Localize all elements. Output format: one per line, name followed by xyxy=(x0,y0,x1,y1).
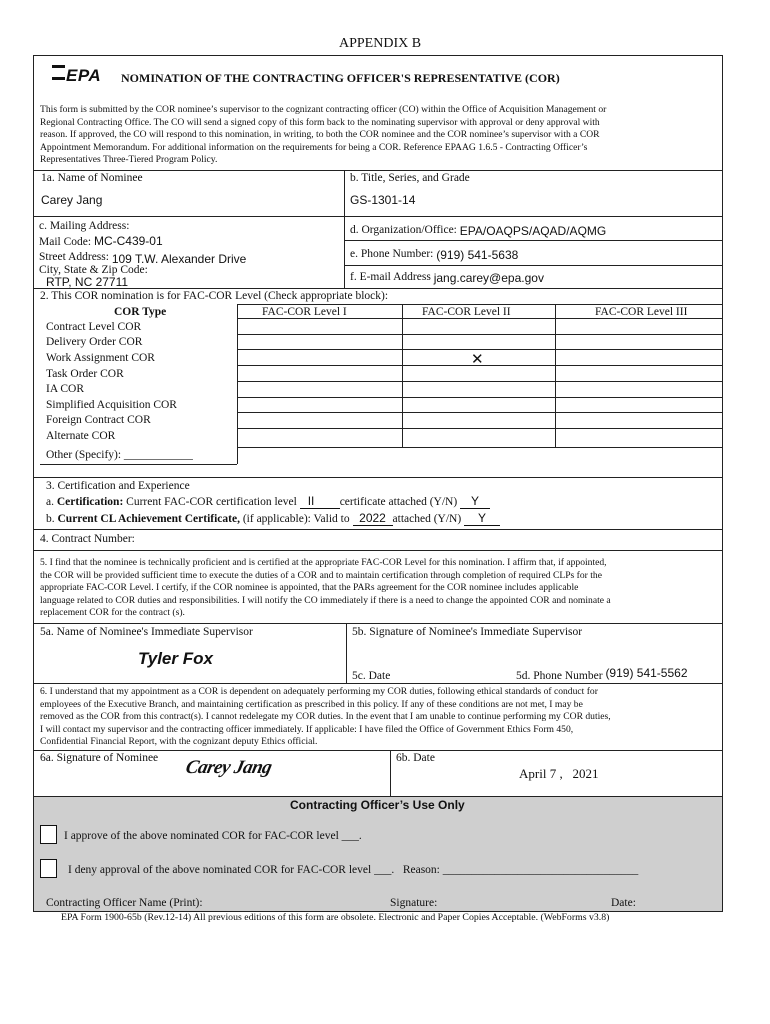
rule xyxy=(33,216,723,217)
cl-valid-field[interactable] xyxy=(353,511,393,526)
rule xyxy=(33,477,723,478)
nominee-date-field[interactable]: April 7 , 2021 xyxy=(519,766,599,781)
other-specify-field[interactable]: Other (Specify): ____________ xyxy=(46,449,193,461)
cl-attached-field[interactable] xyxy=(464,511,500,526)
section6-line: Confidential Financial Report, with the cognizant deputy Ethics official. xyxy=(40,736,318,748)
cert-text: Current FAC-COR certification level xyxy=(126,496,297,508)
rule xyxy=(402,304,403,447)
rule xyxy=(237,447,723,448)
cl-text: (if applicable): xyxy=(242,513,311,525)
rule xyxy=(33,623,723,624)
deny-label: I deny approval of the above nominated COR for FAC-COR level ___. Reason: __________________________________ xyxy=(68,864,639,876)
rule xyxy=(237,412,723,413)
frame-left xyxy=(33,55,34,912)
nominee-signature[interactable]: Carey Jang xyxy=(183,757,274,778)
phone-field[interactable]: (919) 541-5638 xyxy=(436,248,519,262)
contract-number-label: 4. Contract Number: xyxy=(40,533,135,545)
intro-line: Appointment Memorandum. For additional information on the requirements for being a COR. Reference EPAAG 1.6.5 - Contracting Officer’s xyxy=(40,141,588,153)
org-field[interactable]: EPA/OAQPS/AQAD/AQMG xyxy=(459,224,607,238)
street-label: Street Address: xyxy=(39,251,109,263)
rule xyxy=(555,304,556,447)
cert-level-field[interactable] xyxy=(300,494,340,509)
supervisor-name-field[interactable]: Tyler Fox xyxy=(138,649,213,668)
cert-attached-text: certificate attached (Y/N) xyxy=(339,496,458,508)
rule xyxy=(344,240,723,241)
cor-type-row: Alternate COR xyxy=(46,430,116,442)
section5-line: the COR will be provided sufficient time to execute the duties of a COR and to maintain certification through completion of required CLPs for the xyxy=(40,569,602,581)
cor-type-row: Delivery Order COR xyxy=(46,336,143,348)
cor-type-row: IA COR xyxy=(46,383,85,395)
rule xyxy=(237,397,723,398)
org-row xyxy=(350,222,606,236)
mail-code-label: Mail Code: xyxy=(39,236,92,248)
rule xyxy=(390,750,391,796)
rule xyxy=(33,750,723,751)
cl-attached-text: attached (Y/N) xyxy=(392,513,462,525)
rule xyxy=(33,529,723,530)
col-level-2: FAC-COR Level II xyxy=(422,306,511,318)
cl-valid-text: Valid to xyxy=(313,513,350,525)
title-series-grade-field[interactable]: GS-1301-14 xyxy=(350,193,416,207)
rule xyxy=(346,623,347,683)
supervisor-phone-row xyxy=(516,668,688,682)
rule xyxy=(237,334,723,335)
email-field[interactable]: jang.carey@epa.gov xyxy=(433,271,544,285)
rule xyxy=(33,170,723,171)
supervisor-signature-label: 5b. Signature of Nominee's Immediate Supervisor xyxy=(352,626,583,638)
phone-row xyxy=(350,246,518,260)
intro-line: Regional Contracting Office. The CO will send a signed copy of this form back to the nominating supervisor with approval or deny approval with xyxy=(40,116,600,128)
cl-attached-value: Y xyxy=(478,511,487,525)
intro-line: Representatives Three-Tiered Program Policy. xyxy=(40,154,218,166)
org-label: d. Organization/Office: xyxy=(350,224,457,236)
phone-label: e. Phone Number: xyxy=(350,248,434,260)
section5-line: appropriate FAC-COR Level. I certify, if the COR nominee is appointed, that the PARs agreement for the COR nominee includes applicable xyxy=(40,582,579,594)
section5-line: replacement COR for the contract (s). xyxy=(40,607,185,619)
section6-line: I will contact my supervisor and the contracting officer immediately. If applicable: I have filed the Office of Government Ethics Form 450, xyxy=(40,723,574,735)
street-row xyxy=(39,249,247,266)
section5-line: language related to COR duties and responsibilities. I will notify the CO immediately if there is a need to change the appointed COR and nominate a xyxy=(40,594,611,606)
co-date-label: Date: xyxy=(611,897,636,909)
co-name-label: Contracting Officer Name (Print): xyxy=(46,897,203,909)
frame-top xyxy=(33,55,723,56)
rule xyxy=(344,265,723,266)
section5-paragraph xyxy=(40,557,611,620)
section6-line: removed as the COR from this contract(s). I cannot redelegate my COR duties. In the event that I am unable to continue performing my COR duties, xyxy=(40,711,611,723)
rule xyxy=(237,428,723,429)
rule xyxy=(344,170,345,288)
rule xyxy=(237,304,238,464)
approve-label: I approve of the above nominated COR for FAC-COR level ___. xyxy=(64,830,362,842)
email-label: f. E-mail Address xyxy=(350,271,431,283)
appendix-label: APPENDIX B xyxy=(339,36,422,51)
section3-heading: 3. Certification and Experience xyxy=(46,480,190,492)
cert-attached-field[interactable] xyxy=(460,494,490,509)
epa-logo: EPA xyxy=(52,65,101,86)
section2-heading: 2. This COR nomination is for FAC-COR Level (Check appropriate block): xyxy=(40,290,389,302)
intro-paragraph xyxy=(40,104,606,167)
supervisor-name-label: 5a. Name of Nominee's Immediate Supervisor xyxy=(40,626,253,638)
epa-logo-mark xyxy=(52,65,65,80)
nominee-name-label: 1a. Name of Nominee xyxy=(41,172,143,184)
frame-right xyxy=(722,55,723,912)
co-signature-label: Signature: xyxy=(390,897,438,909)
title-series-grade-label: b. Title, Series, and Grade xyxy=(350,172,470,184)
section6-line: 6. I understand that my appointment as a COR is dependent on adequately performing my COR duties, following ethical standards of conduct for xyxy=(40,686,598,697)
rule xyxy=(237,318,723,319)
form-footer: EPA Form 1900-65b (Rev.12-14) All previous editions of this form are obsolete. Electronic and Paper Copies Acceptable. (WebForms v3.8) xyxy=(61,912,610,923)
section6-paragraph xyxy=(40,686,611,749)
intro-line: reason. If approved, the CO will respond to this nomination, in writing, to both the COR nominee and the COR nominee’s supervisor with a COR xyxy=(40,129,600,141)
email-row xyxy=(350,269,544,283)
co-section-heading: Contracting Officer’s Use Only xyxy=(290,798,465,812)
supervisor-date-label: 5c. Date xyxy=(352,670,391,682)
cor-type-row: Task Order COR xyxy=(46,368,124,380)
nominee-signature-label: 6a. Signature of Nominee xyxy=(40,752,159,764)
cor-type-row: Work Assignment COR xyxy=(46,352,155,364)
mailing-address-label: c. Mailing Address: xyxy=(39,220,130,232)
rule xyxy=(33,550,723,551)
rule xyxy=(33,683,723,684)
rule xyxy=(237,304,723,305)
cor-type-row: Simplified Acquisition COR xyxy=(46,399,177,411)
street-field[interactable]: 109 T.W. Alexander Drive xyxy=(111,252,247,266)
co-use-only-panel xyxy=(34,797,722,911)
nominee-name-field[interactable]: Carey Jang xyxy=(41,193,103,207)
col-level-1: FAC-COR Level I xyxy=(262,306,347,318)
cert-level-value: II xyxy=(307,494,315,508)
cor-type-row: Foreign Contract COR xyxy=(46,414,151,426)
rule xyxy=(40,464,237,465)
cl-prefix: b. xyxy=(46,513,55,525)
cert-bold-label: Certification: xyxy=(56,496,124,508)
city-label: City, State & Zip Code: xyxy=(39,264,148,276)
rule xyxy=(33,288,723,289)
nominee-date-label: 6b. Date xyxy=(396,752,435,764)
city-field[interactable]: RTP, NC 27711 xyxy=(46,275,129,289)
col-cor-type: COR Type xyxy=(114,306,167,318)
certification-row xyxy=(46,494,490,509)
deny-checkbox[interactable] xyxy=(40,859,57,878)
supervisor-phone-label: 5d. Phone Number xyxy=(516,670,603,682)
mail-code-field[interactable]: MC-C439-01 xyxy=(93,234,163,248)
cert-prefix: a. xyxy=(46,496,54,508)
approve-checkbox[interactable] xyxy=(40,825,57,844)
rule xyxy=(237,381,723,382)
cl-bold-label: Current CL Achievement Certificate, xyxy=(57,513,240,525)
section6-line: employees of the Executive Branch, and maintaining certification as prescribed in this policy. If any of these conditions are not met, I may be xyxy=(40,698,583,710)
level2-work-assignment-check[interactable]: ✕ xyxy=(471,351,484,368)
cl-valid-value: 2022 xyxy=(359,511,386,525)
col-level-3: FAC-COR Level III xyxy=(595,306,688,318)
cert-attached-value: Y xyxy=(471,494,480,508)
intro-line: This form is submitted by the COR nominee’s supervisor to the cognizant contracting officer (CO) within the Office of Acquisition Management or xyxy=(40,104,607,115)
supervisor-phone-field[interactable]: (919) 541-5562 xyxy=(605,666,688,680)
mail-code-row xyxy=(39,234,163,248)
form-title: NOMINATION OF THE CONTRACTING OFFICER'S REPRESENTATIVE (COR) xyxy=(121,71,560,85)
cl-certificate-row xyxy=(46,511,500,526)
section5-line: 5. I find that the nominee is technically proficient and is certified at the appropriate FAC-COR Level for this nomination. I affirm that, if appointed, xyxy=(40,557,607,568)
cor-type-row: Contract Level COR xyxy=(46,321,142,333)
